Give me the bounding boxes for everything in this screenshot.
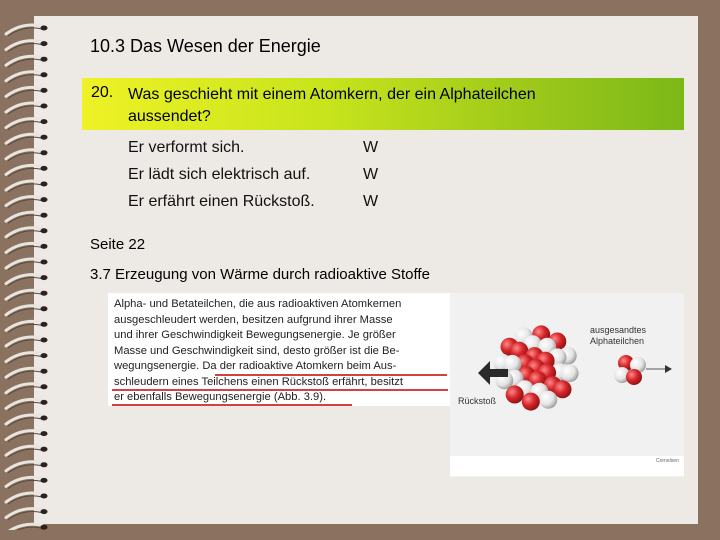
nucleus-illustration <box>450 293 684 463</box>
spiral-ring <box>6 431 48 442</box>
question-line-2: aussendet? <box>128 108 211 125</box>
section-heading: 3.7 Erzeugung von Wärme durch radioaktive Stoffe <box>90 266 430 283</box>
spiral-ring <box>6 197 48 208</box>
spiral-ring <box>6 56 48 67</box>
spiral-ring <box>6 415 48 426</box>
atomic-nucleus <box>493 325 578 410</box>
spiral-ring <box>6 41 48 52</box>
spiral-ring <box>6 119 48 130</box>
spiral-ring <box>6 477 48 488</box>
spiral-ring <box>6 446 48 457</box>
proton <box>626 369 642 385</box>
spiral-ring <box>6 87 48 98</box>
spiral-ring <box>6 399 48 410</box>
slide-title: 10.3 Das Wesen der Energie <box>90 36 321 56</box>
alpha-particle <box>614 355 646 385</box>
alpha-direction-arrow-icon <box>646 365 672 373</box>
recoil-label: Rückstoß <box>458 396 497 406</box>
spiral-ring <box>6 337 48 348</box>
underline-2 <box>112 389 448 391</box>
excerpt-line: und ihrer Geschwindigkeit Bewegungsenergie. Je größer <box>114 329 396 341</box>
answer-marker-2: W <box>363 166 379 183</box>
answer-marker-1: W <box>363 139 379 156</box>
spiral-ring <box>6 353 48 364</box>
question-text <box>128 84 668 128</box>
spiral-ring <box>6 103 48 114</box>
spiral-ring <box>6 509 48 520</box>
neutron <box>561 364 579 382</box>
excerpt-line: schleudern eines Teilchens einen Rückstoß erfährt, besitzt <box>114 375 403 388</box>
spiral-ring <box>6 243 48 254</box>
alpha-label-line-1: ausgesandtes <box>590 325 647 335</box>
neutron <box>539 391 557 409</box>
proton <box>506 386 524 404</box>
excerpt-line: er ebenfalls Bewegungsenergie (Abb. 3.9). <box>114 391 327 403</box>
spiral-ring <box>6 275 48 286</box>
spiral-ring <box>6 306 48 317</box>
spiral-ring <box>6 384 48 395</box>
spiral-ring <box>6 493 48 504</box>
answer-option-1[interactable]: Er verformt sich. <box>128 139 245 156</box>
question-number: 20. <box>91 84 114 101</box>
publisher-logo: Cornelsen <box>656 458 679 464</box>
answer-marker-3: W <box>363 193 379 210</box>
spiral-ring <box>6 228 48 239</box>
spiral-ring <box>6 150 48 161</box>
spiral-ring <box>6 321 48 332</box>
spiral-ring <box>6 212 48 223</box>
spiral-binding <box>0 10 80 530</box>
question-line-1: Was geschieht mit einem Atomkern, der ein Alphateilchen <box>128 86 536 103</box>
underline-1 <box>215 374 447 376</box>
excerpt-line: wegungsenergie. Da der radioaktive Atomkern beim Aus- <box>114 360 397 372</box>
spiral-ring <box>6 72 48 83</box>
spiral-ring <box>6 290 48 301</box>
alpha-label-line-2: Alphateilchen <box>590 336 645 346</box>
alpha-particle-label <box>590 325 646 347</box>
excerpt-line: ausgeschleudert werden, besitzen aufgrund ihrer Masse <box>114 313 393 326</box>
underline-3 <box>112 404 352 406</box>
excerpt-line: Masse und Geschwindigkeit sind, desto größer ist die Be- <box>114 344 400 357</box>
spiral-ring <box>6 524 48 530</box>
spiral-ring <box>6 25 48 36</box>
spiral-ring <box>6 368 48 379</box>
proton <box>522 393 540 411</box>
page-reference: Seite 22 <box>90 236 146 253</box>
excerpt-line: Alpha- und Betateilchen, die aus radioaktiven Atomkernen <box>114 298 402 310</box>
spiral-ring <box>6 259 48 270</box>
answer-option-3[interactable]: Er erfährt einen Rückstoß. <box>128 193 315 210</box>
answer-option-2[interactable]: Er lädt sich elektrisch auf. <box>128 166 311 183</box>
spiral-ring <box>6 462 48 473</box>
spiral-ring <box>6 165 48 176</box>
spiral-ring <box>6 181 48 192</box>
spiral-ring <box>6 134 48 145</box>
